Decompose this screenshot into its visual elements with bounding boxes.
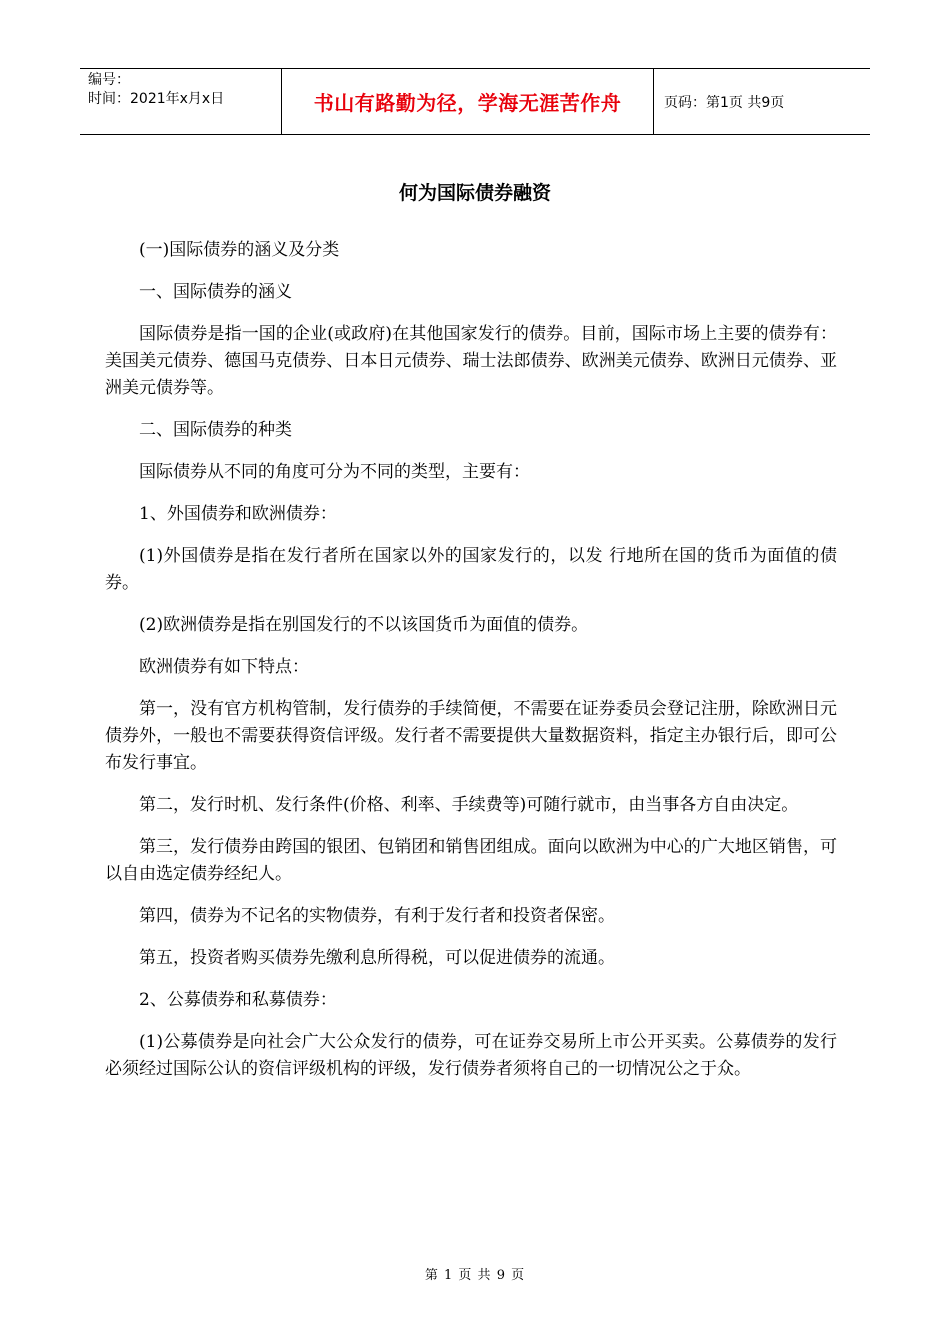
paragraph: 欧洲债券有如下特点： (139, 657, 309, 677)
header-motto: 书山有路勤为径，学海无涯苦作舟 (282, 69, 654, 134)
paragraph: 第四，债券为不记名的实物债券，有利于发行者和投资者保密。 (139, 906, 615, 926)
header-number-label: 编号： (88, 72, 130, 88)
header-time-label: 时间：2021年x月x日 (88, 91, 225, 107)
paragraph: 一、国际债券的涵义 (139, 282, 292, 302)
paragraph: (一)国际债券的涵义及分类 (139, 240, 340, 260)
document-title: 何为国际债券融资 (398, 182, 551, 204)
header-page-info: 页码：第1页 共9页 (664, 94, 785, 111)
paragraph: 第一，没有官方机构管制，发行债券的手续简便，不需要在证券委员会登记注册，除欧洲日元债券外，一般也不需要获得资信评级。发行者不需要提供大量数据资料，指定主办银行后，即可公布发行事宜。 (105, 699, 837, 773)
paragraph: (1)外国债券是指在发行者所在国家以外的国家发行的，以发 行地所在国的货币为面值的债券。 (105, 546, 837, 593)
paragraph: 2、公募债券和私募债券： (139, 990, 337, 1010)
paragraph: 第二，发行时机、发行条件(价格、利率、手续费等)可随行就市，由当事各方自由决定。 (139, 795, 799, 815)
paragraph: 二、国际债券的种类 (139, 420, 292, 440)
paragraph: 1、外国债券和欧洲债券： (139, 504, 337, 524)
document-header (80, 68, 870, 135)
document-body (105, 237, 837, 1098)
paragraph: 国际债券从不同的角度可分为不同的类型，主要有： (139, 462, 530, 482)
page-footer: 第 1 页 共 9 页 (424, 1268, 526, 1283)
paragraph: (1)公募债券是向社会广大公众发行的债券，可在证券交易所上市公开买卖。公募债券的发行必须经过国际公认的资信评级机构的评级，发行债券者须将自己的一切情况公之于众。 (105, 1032, 837, 1079)
paragraph: 国际债券是指一国的企业(或政府)在其他国家发行的债券。目前，国际市场上主要的债券有：美国美元债券、德国马克债券、日本日元债券、瑞士法郎债券、欧洲美元债券、欧洲日元债券、亚洲美元债券等。 (105, 324, 837, 398)
paragraph: 第五，投资者购买债券先缴利息所得税，可以促进债券的流通。 (139, 948, 615, 968)
header-meta (80, 69, 282, 134)
paragraph: 第三，发行债券由跨国的银团、包销团和销售团组成。面向以欧洲为中心的广大地区销售，可以自由选定债券经纪人。 (105, 837, 837, 884)
paragraph: (2)欧洲债券是指在别国发行的不以该国货币为面值的债券。 (139, 615, 589, 635)
